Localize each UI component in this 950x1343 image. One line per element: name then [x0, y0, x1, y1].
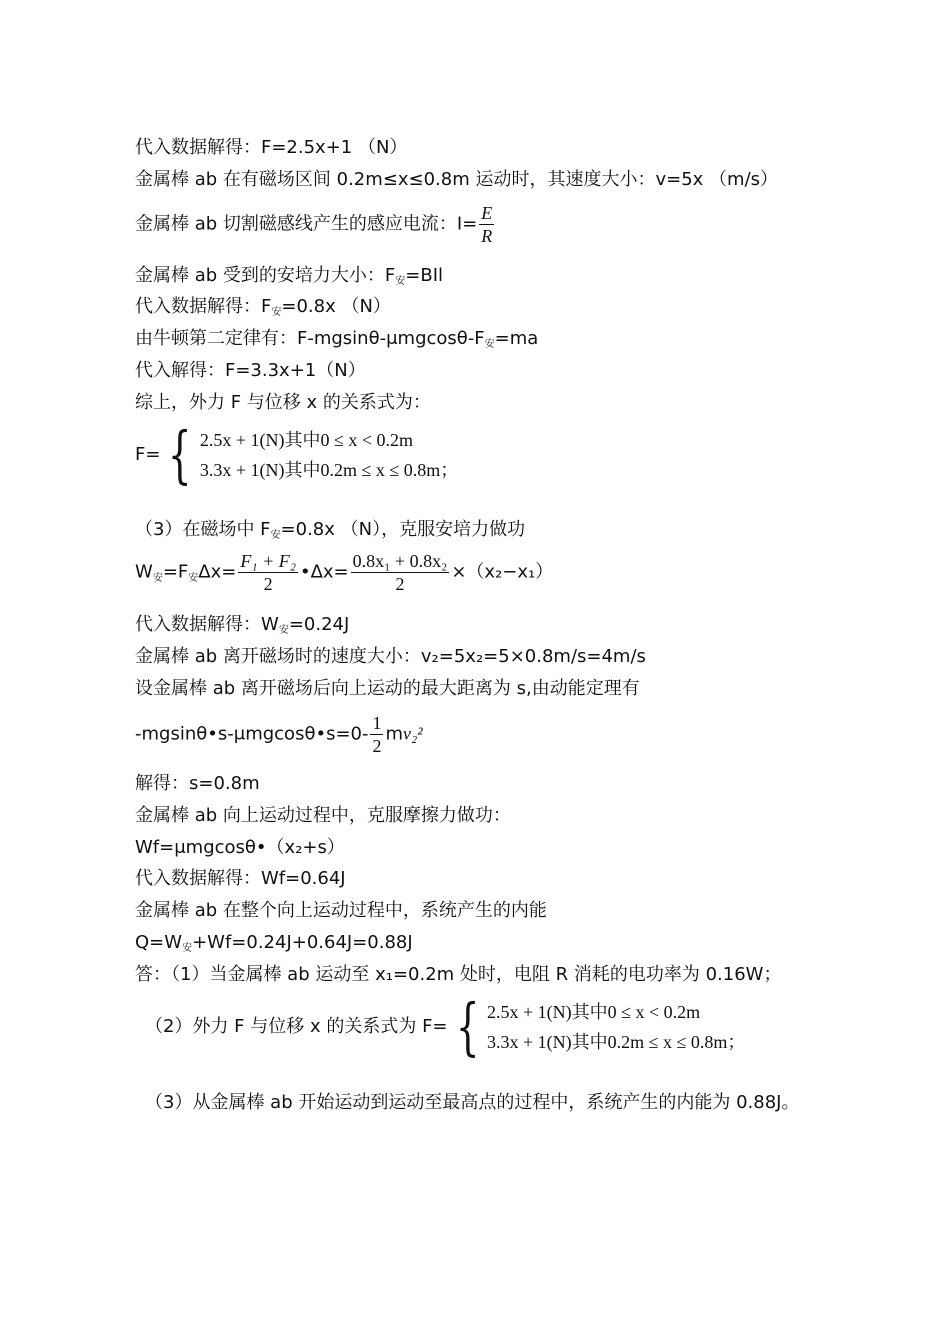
subscript: 安: [270, 530, 281, 541]
line-22: 答：（1）当金属棒 ab 运动至 x₁=0.2m 处时，电阻 R 消耗的电功率为 0.16W；: [135, 964, 782, 985]
line-23-piecewise: [145, 990, 746, 1063]
line-13: 金属棒 ab 离开磁场时的速度大小：v₂=5x₂=5×0.8m/s=4m/s: [135, 646, 646, 667]
line-7: 代入解得：F=3.3x+1（N）: [135, 360, 366, 381]
line-11: [135, 550, 553, 595]
line-12: [135, 612, 349, 641]
fraction-2: [351, 550, 450, 595]
line-5: [135, 294, 391, 323]
fraction-1: [238, 550, 298, 595]
line-10: [135, 517, 525, 546]
line-21: [135, 930, 413, 959]
text: 代入数据解得：W: [135, 614, 279, 635]
line-18: Wf=μmgcosθ•（x₂+s）: [135, 837, 345, 858]
text: •Δx=: [299, 561, 349, 583]
text: +Wf=0.24J+0.64J=0.88J: [192, 932, 413, 953]
left-brace: {: [168, 418, 192, 491]
denominator: 2: [263, 574, 273, 594]
cases: [487, 997, 745, 1057]
text: =F: [162, 561, 189, 583]
line-6: [135, 326, 538, 355]
left-brace: {: [455, 990, 480, 1063]
line-24: （3）从金属棒 ab 开始运动到运动至最高点的过程中，系统产生的内能为 0.88J。: [145, 1092, 800, 1113]
text: =0.8x （N）: [281, 296, 391, 317]
text: Q=W: [135, 932, 183, 953]
cases: [200, 425, 458, 485]
numerator: F₁ + F₂: [240, 551, 296, 571]
text: Δx=: [198, 561, 237, 583]
text: 金属棒 ab 受到的安培力大小：F: [135, 265, 396, 286]
denominator: 2: [395, 574, 405, 594]
text: =0.8x （N），克服安培力做功: [280, 519, 526, 540]
denominator: R: [481, 226, 493, 246]
line-9-piecewise: [135, 418, 459, 491]
line-20: 金属棒 ab 在整个向上运动过程中，系统产生的内能: [135, 900, 547, 921]
case-1: 2.5x + 1(N)其中0 ≤ x < 0.2m: [486, 1002, 701, 1022]
line-16: 解得：s=0.8m: [135, 773, 260, 794]
text: =BIl: [405, 265, 444, 286]
case-1: 2.5x + 1(N)其中0 ≤ x < 0.2m: [199, 430, 414, 450]
line-19: 代入数据解得：Wf=0.64J: [135, 868, 346, 889]
case-2: 3.3x + 1(N)其中0.2m ≤ x ≤ 0.8m；: [199, 460, 459, 480]
text: 金属棒 ab 切割磁感线产生的感应电流：I=: [135, 213, 478, 235]
text: ×（x₂−x₁）: [451, 561, 554, 583]
denominator: 2: [372, 736, 382, 756]
text: m: [385, 723, 404, 745]
velocity-squared: v₂²: [403, 723, 423, 744]
subscript: 安: [484, 339, 495, 350]
numerator: 1: [372, 713, 382, 733]
numerator: E: [481, 203, 493, 223]
line-2: 金属棒 ab 在有磁场区间 0.2m≤x≤0.8m 运动时，其速度大小：v=5x （m/s）: [135, 169, 779, 190]
line-4: [135, 263, 443, 292]
text: 代入数据解得：F: [135, 296, 272, 317]
text: =ma: [494, 328, 539, 349]
line-14: 设金属棒 ab 离开磁场后向上运动的最大距离为 s,由动能定理有: [135, 678, 640, 699]
line-1: 代入数据解得：F=2.5x+1 （N）: [135, 137, 408, 158]
subscript: 安: [278, 625, 289, 636]
text: =0.24J: [288, 614, 350, 635]
text: 由牛顿第二定律有：F-mgsinθ-μmgcosθ-F: [135, 328, 485, 349]
numerator: 0.8x₁ + 0.8x₂: [352, 551, 448, 571]
text: （3）在磁场中 F: [135, 519, 271, 540]
text: W: [135, 561, 153, 583]
subscript: 安: [271, 307, 282, 318]
case-2: 3.3x + 1(N)其中0.2m ≤ x ≤ 0.8m；: [486, 1032, 746, 1052]
subscript: 安: [188, 572, 199, 584]
text: （2）外力 F 与位移 x 的关系式为 F=: [145, 1016, 448, 1037]
text: F=: [135, 444, 161, 465]
line-3: [135, 202, 496, 247]
fraction-half: [370, 712, 383, 757]
text: -mgsinθ•s-μmgcosθ•s=0-: [135, 723, 369, 745]
line-8: 综上，外力 F 与位移 x 的关系式为：: [135, 392, 431, 413]
subscript: 安: [182, 943, 193, 954]
subscript: 安: [152, 572, 163, 584]
subscript: 安: [395, 276, 406, 287]
line-15: [135, 712, 423, 757]
fraction-e-over-r: [479, 202, 494, 247]
line-17: 金属棒 ab 向上运动过程中，克服摩擦力做功：: [135, 805, 511, 826]
